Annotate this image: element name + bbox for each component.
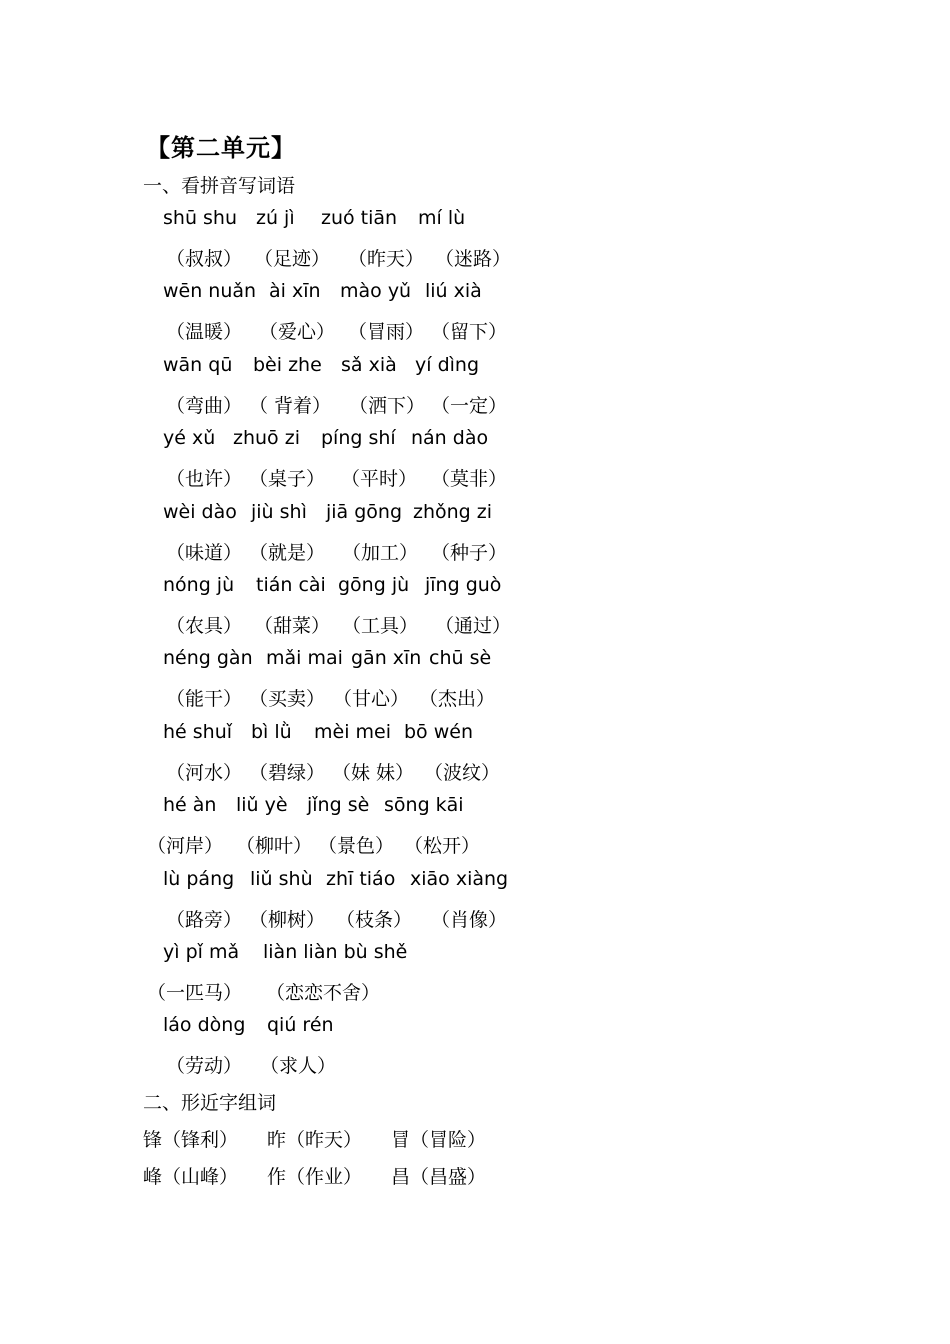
answer-word: （景色） xyxy=(318,835,395,858)
answer-word: （买卖） xyxy=(249,688,326,711)
pinyin-word: mǎi mai xyxy=(266,647,343,670)
pinyin-word: yé xǔ xyxy=(163,427,216,450)
pinyin-word: chū sè xyxy=(429,647,492,670)
answer-word: （加工） xyxy=(342,541,419,564)
section-heading-similar-chars: 二、形近字组词 xyxy=(143,1092,277,1114)
pinyin-word: nóng jù xyxy=(163,574,235,596)
similar-char-word: 作（作业） xyxy=(267,1166,363,1188)
answer-word: （枝条） xyxy=(336,908,413,931)
similar-char-word: 昌（昌盛） xyxy=(391,1166,487,1188)
pinyin-word: sōng kāi xyxy=(384,794,464,817)
pinyin-word: lù páng xyxy=(163,867,235,890)
answer-word: （求人） xyxy=(260,1055,337,1078)
pinyin-word: wèi dào xyxy=(163,500,237,523)
answer-word: （杰出） xyxy=(419,688,496,711)
answer-word: （平时） xyxy=(341,468,418,491)
answer-word: （肖像） xyxy=(431,908,508,931)
answer-word: （河水） xyxy=(166,761,243,784)
pinyin-word: nán dào xyxy=(411,427,489,450)
answer-word: （柳树） xyxy=(249,908,326,931)
pinyin-word: hé shuǐ xyxy=(163,720,233,743)
pinyin-word: liǔ shù xyxy=(250,867,313,890)
similar-char-word: 峰（山峰） xyxy=(143,1166,239,1188)
pinyin-word: gōng jù xyxy=(338,574,410,596)
pinyin-word: qiú rén xyxy=(267,1014,334,1037)
pinyin-word: tián cài xyxy=(256,574,326,596)
answer-word: （温暖） xyxy=(166,321,243,344)
pinyin-word: jīng guò xyxy=(425,574,502,596)
pinyin-word: bì lǜ xyxy=(251,720,292,743)
pinyin-word: láo dòng xyxy=(163,1014,246,1037)
pinyin-word: zhǒng zi xyxy=(413,500,493,523)
similar-char-word: 冒（冒险） xyxy=(391,1129,487,1151)
answer-word: （碧绿） xyxy=(249,761,326,784)
answer-word: （弯曲） xyxy=(166,394,243,417)
pinyin-word: ài xīn xyxy=(269,280,321,303)
pinyin-word: xiāo xiàng xyxy=(410,867,509,890)
answer-word: （足迹） xyxy=(254,248,331,270)
answer-word: （妹 妹） xyxy=(332,761,415,784)
pinyin-word: liàn liàn bù shě xyxy=(263,941,408,963)
answer-word: （昨天） xyxy=(348,248,425,270)
answer-word: （种子） xyxy=(431,541,508,564)
pinyin-word: píng shí xyxy=(321,427,396,450)
answer-word: （一匹马） xyxy=(147,982,243,1004)
pinyin-word: bō wén xyxy=(404,720,473,743)
answer-word: （松开） xyxy=(404,835,481,858)
pinyin-word: jiù shì xyxy=(251,500,307,523)
section-heading-pinyin: 一、看拼音写词语 xyxy=(143,175,296,197)
answer-word: （叔叔） xyxy=(166,248,243,270)
answer-word: （冒雨） xyxy=(348,321,425,344)
answer-word: （甘心） xyxy=(333,688,410,711)
answer-word: （桌子） xyxy=(249,468,326,491)
pinyin-word: yì pǐ mǎ xyxy=(163,941,240,963)
pinyin-word: gān xīn xyxy=(351,647,422,670)
answer-word: （柳叶） xyxy=(236,835,313,858)
pinyin-word: shū shu xyxy=(163,207,238,229)
pinyin-word: jiā gōng xyxy=(326,500,403,523)
similar-char-word: 昨（昨天） xyxy=(267,1129,363,1151)
answer-word: （洒下） xyxy=(349,394,426,417)
pinyin-word: mí lù xyxy=(418,207,466,229)
answer-word: （一定） xyxy=(431,394,508,417)
answer-word: （也许） xyxy=(166,468,243,491)
pinyin-word: liú xià xyxy=(425,280,482,303)
unit-title: 【第二单元】 xyxy=(146,134,296,162)
pinyin-word: sǎ xià xyxy=(341,353,397,376)
answer-word: （莫非） xyxy=(431,468,508,491)
answer-word: （迷路） xyxy=(435,248,512,270)
pinyin-word: néng gàn xyxy=(163,647,253,670)
answer-word: （就是） xyxy=(249,541,326,564)
pinyin-word: hé àn xyxy=(163,794,217,817)
pinyin-word: wēn nuǎn xyxy=(163,280,257,303)
pinyin-word: zú jì xyxy=(256,207,295,229)
answer-word: （波纹） xyxy=(424,761,501,784)
answer-word: （恋恋不舍） xyxy=(266,982,381,1004)
pinyin-word: wān qū xyxy=(163,353,233,376)
answer-word: （劳动） xyxy=(166,1055,243,1078)
pinyin-word: zhuō zi xyxy=(233,427,300,450)
answer-word: （味道） xyxy=(166,541,243,564)
answer-word: （能干） xyxy=(166,688,243,711)
answer-word: （ 背着） xyxy=(249,394,332,417)
answer-word: （通过） xyxy=(435,615,512,637)
pinyin-word: liǔ yè xyxy=(236,794,288,817)
pinyin-word: zhī tiáo xyxy=(326,867,396,890)
answer-word: （农具） xyxy=(166,615,243,637)
pinyin-word: jǐng sè xyxy=(307,794,370,817)
similar-char-word: 锋（锋利） xyxy=(143,1129,239,1151)
answer-word: （甜菜） xyxy=(254,615,331,637)
answer-word: （工具） xyxy=(342,615,419,637)
answer-word: （爱心） xyxy=(259,321,336,344)
answer-word: （留下） xyxy=(431,321,508,344)
answer-word: （路旁） xyxy=(166,908,243,931)
pinyin-word: bèi zhe xyxy=(253,353,322,376)
answer-word: （河岸） xyxy=(147,835,224,858)
pinyin-word: yí dìng xyxy=(415,353,480,376)
pinyin-word: mào yǔ xyxy=(340,280,412,303)
pinyin-word: zuó tiān xyxy=(321,207,398,229)
pinyin-word: mèi mei xyxy=(314,720,391,743)
